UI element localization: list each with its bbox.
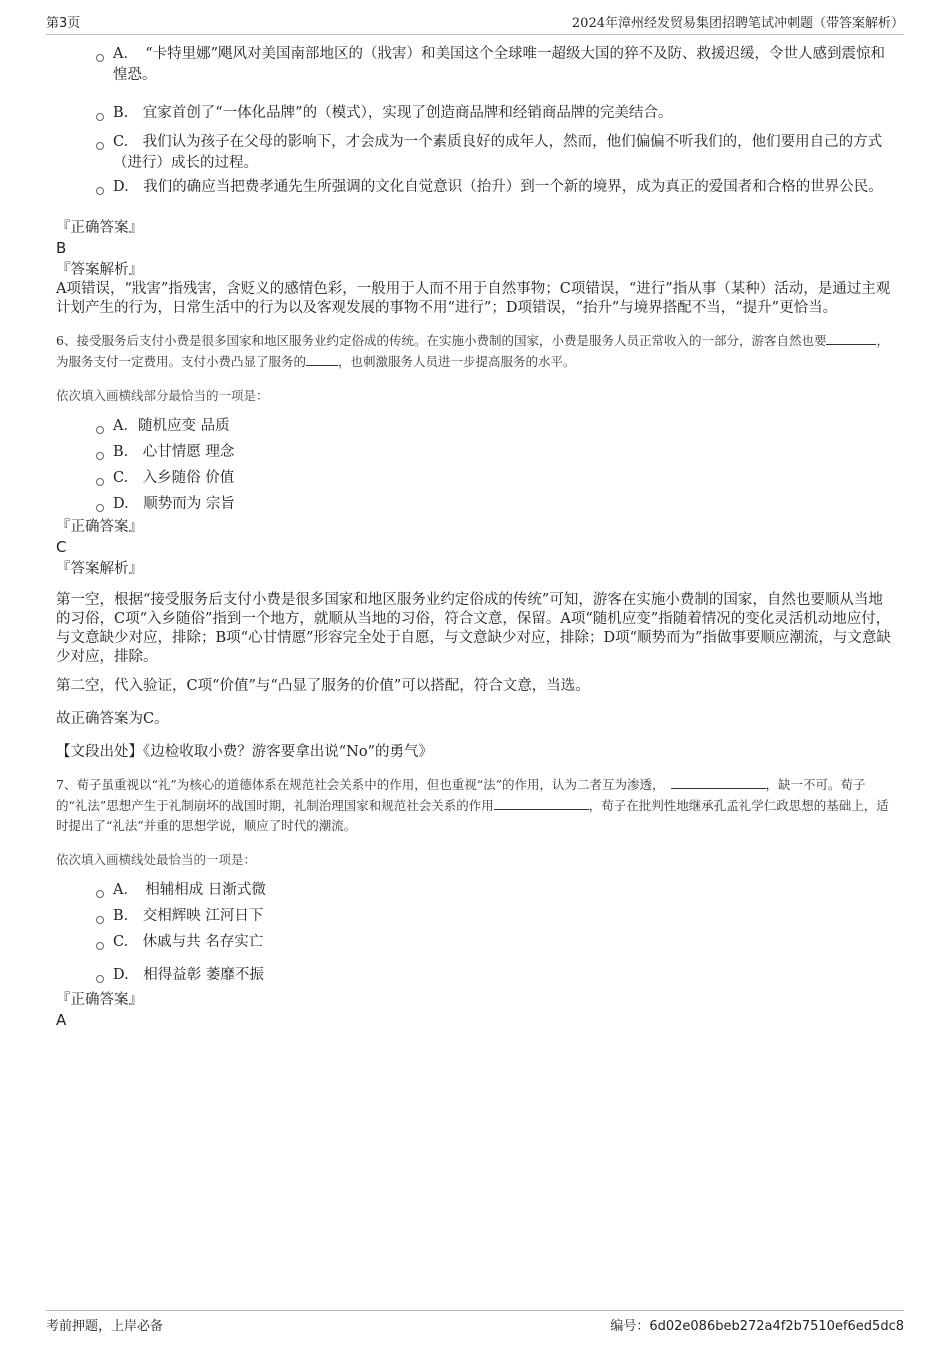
blank-2 <box>494 795 589 810</box>
document-title: 2024年漳州经发贸易集团招聘笔试冲刺题（带答案解析） <box>571 16 904 31</box>
document-code: 编号：6d02e086beb272a4f2b7510ef6ed5dc8 <box>610 1319 904 1334</box>
q5-options <box>56 44 892 198</box>
radio-icon[interactable] <box>96 54 104 62</box>
blank-1 <box>671 774 766 789</box>
q6-option-b[interactable]: B. 心甘情愿 理念 <box>96 442 892 463</box>
q7-option-a[interactable]: A． 相辅相成 日渐式微 <box>96 880 892 901</box>
q6-source: 【文段出处】《边检收取小费？游客要拿出说“No”的勇气》 <box>56 744 433 760</box>
radio-icon[interactable] <box>96 916 104 924</box>
q6-analysis-p3: 故正确答案为C。 <box>56 711 169 727</box>
q5-option-c[interactable]: C. 我们认为孩子在父母的影响下，才会成为一个素质良好的成年人，然而，他们偏偏不听我们的，他们要用自己的方式（进行）成长的过程。 <box>96 132 892 174</box>
q5-analysis: A项错误，“戕害”指残害，含贬义的感情色彩，一般用于人而不用于自然事物；C项错误，“进行”指从事（某种）活动，是通过主观计划产生的行为，日常生活中的行为以及客观发展的事物不用“进行”；D项错误，“抬升”与境界搭配不当，“提升”更恰当。 <box>56 281 891 316</box>
radio-icon[interactable] <box>96 942 104 950</box>
q7-stem: 7、荀子虽重视以“礼”为核心的道德体系在规范社会关系中的作用，但也重视“法”的作用，认为二者互为渗透， ，缺一不可。荀子的“礼法”思想产生于礼制崩坏的战国时期，礼制治理国家和规范社会关系的作用 ，荀子在批判性地继承孔孟礼学仁政思想的基础上，适时提出了“礼法”并重的思想学说，顺应了时代的潮流。 <box>56 774 892 836</box>
q5-option-a[interactable]: A． “卡特里娜”飓风对美国南部地区的（戕害）和美国这个全球唯一超级大国的猝不及防、救援迟缓，令世人感到震惊和惶恐。 <box>96 44 892 86</box>
q6-option-c[interactable]: C. 入乡随俗 价值 <box>96 468 892 489</box>
radio-icon[interactable] <box>96 975 104 983</box>
q7-options <box>56 880 892 986</box>
q5-analysis-label: 『答案解析』 <box>56 262 143 278</box>
q7-answer: A <box>56 1011 67 1029</box>
footer-slogan: 考前押题，上岸必备 <box>46 1319 164 1334</box>
radio-icon[interactable] <box>96 426 104 434</box>
q7-option-d[interactable]: D. 相得益彰 萎靡不振 <box>96 965 892 986</box>
page-number: 第3页 <box>46 16 81 31</box>
q6-option-d[interactable]: D. 顺势而为 宗旨 <box>96 494 892 515</box>
blank-1 <box>826 330 876 345</box>
radio-icon[interactable] <box>96 113 104 121</box>
page-header <box>46 12 904 35</box>
q6-answer: C <box>56 538 67 556</box>
radio-icon[interactable] <box>96 452 104 460</box>
blank-2 <box>306 351 338 366</box>
q6-analysis-p1: 第一空，根据“接受服务后支付小费是很多国家和地区服务业约定俗成的传统”可知，游客在实施小费制的国家，自然也要顺从当地的习俗，C项“入乡随俗”指到一个地方，就顺从当地的习俗，符合文意，保留。A项“随机应变”指随着情况的变化灵活机动地应付，与文意缺少对应，排除；B项“心甘情愿”形容完全处于自愿，与文意缺少对应，排除；D项“顺势而为”指做事要顺应潮流，与文意缺少对应，排除。 <box>56 592 891 665</box>
page-content <box>56 44 892 1030</box>
q6-analysis-label: 『答案解析』 <box>56 561 143 577</box>
radio-icon[interactable] <box>96 478 104 486</box>
q6-answer-label: 『正确答案』 <box>56 519 143 535</box>
q5-option-d[interactable]: D. 我们的确应当把费孝通先生所强调的文化自觉意识（抬升）到一个新的境界，成为真正的爱国者和合格的世界公民。 <box>96 177 892 198</box>
q7-prompt: 依次填入画横线处最恰当的一项是： <box>56 852 257 867</box>
radio-icon[interactable] <box>96 504 104 512</box>
q6-options <box>56 416 892 515</box>
q6-option-a[interactable]: A．随机应变 品质 <box>96 416 892 437</box>
q6-analysis-p2: 第二空，代入验证，C项“价值”与“凸显了服务的价值”可以搭配，符合文意，当选。 <box>56 678 590 694</box>
q5-answer-label: 『正确答案』 <box>56 220 143 236</box>
radio-icon[interactable] <box>96 187 104 195</box>
q5-option-b[interactable]: B. 宜家首创了“一体化品牌”的（模式），实现了创造商品牌和经销商品牌的完美结合。 <box>96 103 892 124</box>
q6-stem: 6、接受服务后支付小费是很多国家和地区服务业约定俗成的传统。在实施小费制的国家，小费是服务人员正常收入的一部分，游客自然也要 ，为服务支付一定费用。支付小费凸显了服务的 ，也刺激服务人员进一步提高服务的水平。 <box>56 330 892 372</box>
q6-prompt: 依次填入画横线部分最恰当的一项是： <box>56 388 269 403</box>
radio-icon[interactable] <box>96 890 104 898</box>
q5-answer: B <box>56 239 67 257</box>
q7-answer-label: 『正确答案』 <box>56 992 143 1008</box>
q7-option-b[interactable]: B. 交相辉映 江河日下 <box>96 906 892 927</box>
q7-option-c[interactable]: C. 休戚与共 名存实亡 <box>96 932 892 953</box>
page-footer <box>46 1310 904 1334</box>
radio-icon[interactable] <box>96 142 104 150</box>
